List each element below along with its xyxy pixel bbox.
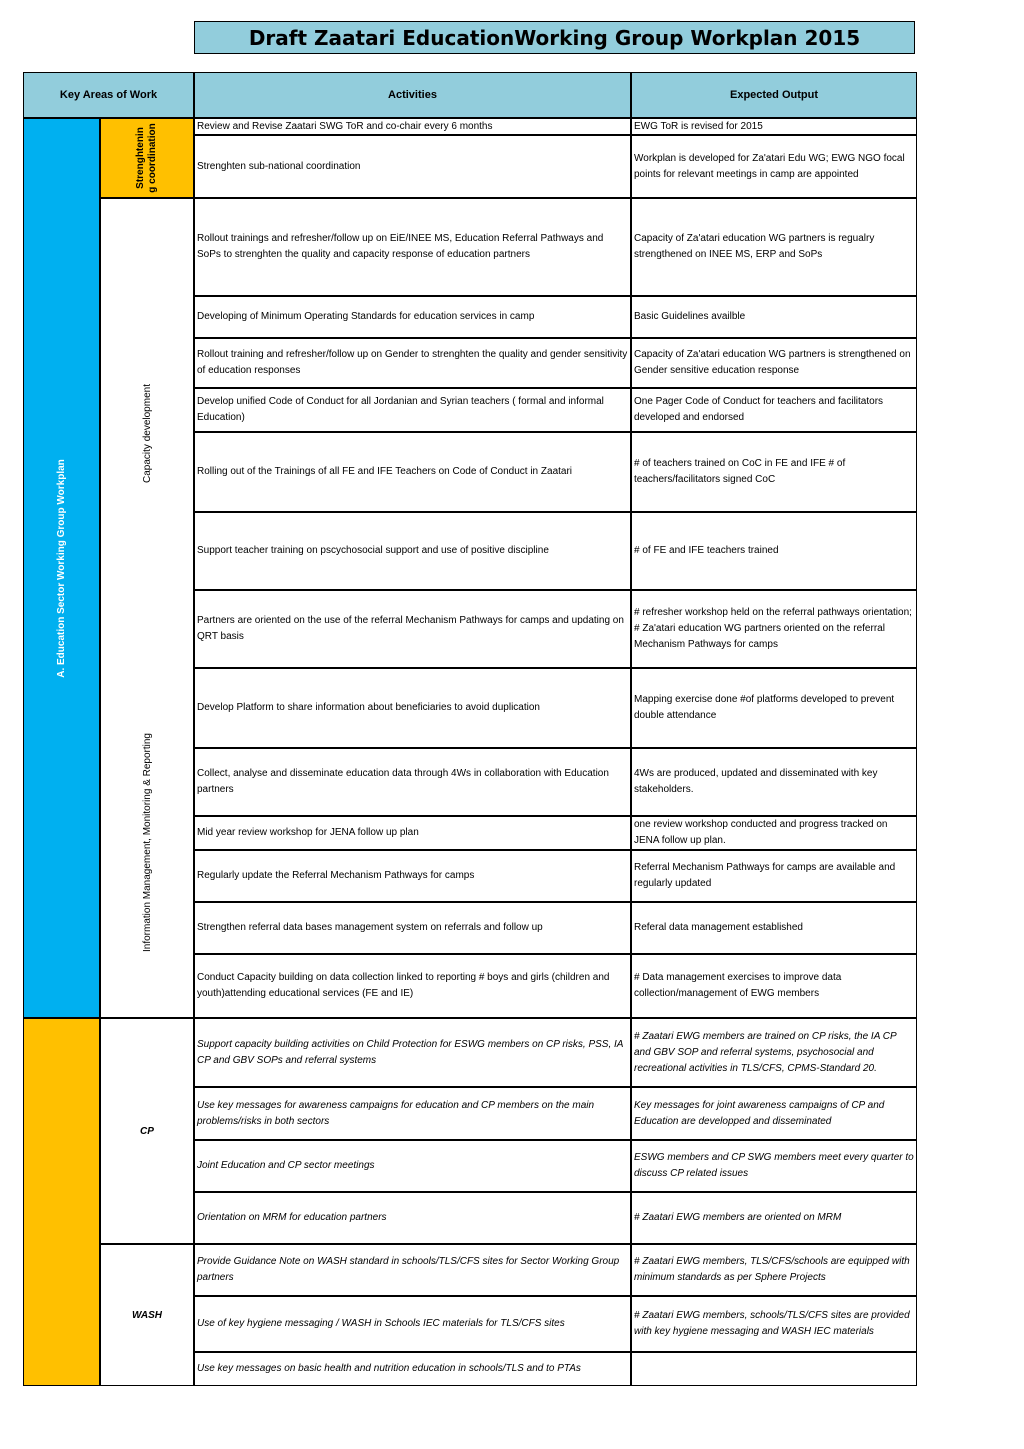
output-cell: Capacity of Za'atari education WG partners is strengthened on Gender sensitive education response [631, 338, 917, 388]
subarea-strengthening-label: Strenghtenin g coordination [135, 123, 158, 193]
section-a-band [23, 118, 100, 1018]
activity-cell: Orientation on MRM for education partners [194, 1192, 631, 1244]
activity-cell: Mid year review workshop for JENA follow up plan [194, 816, 631, 850]
section-a-label: A. Education Sector Working Group Workplan [56, 458, 68, 678]
activity-cell: Collect, analyse and disseminate education data through 4Ws in collaboration with Education partners [194, 748, 631, 816]
output-cell: Key messages for joint awareness campaigns of CP and Education are developped and disseminated [631, 1087, 917, 1140]
output-cell: EWG ToR is revised for 2015 [631, 118, 917, 135]
output-cell: # of FE and IFE teachers trained [631, 512, 917, 590]
output-cell: # refresher workshop held on the referral pathways orientation; # Za'atari education WG partners oriented on the referral Mechanism Pathways for camps [631, 590, 917, 668]
activity-cell: Support teacher training on pscychosocial support and use of positive discipline [194, 512, 631, 590]
activity-cell: Support capacity building activities on Child Protection for ESWG members on CP risks, PSS, IA CP and GBV SOPs and referral systems [194, 1018, 631, 1087]
activity-cell: Use key messages on basic health and nutrition education in schools/TLS and to PTAs [194, 1352, 631, 1386]
subarea-capacity [100, 198, 194, 668]
subarea-cp [100, 1018, 194, 1244]
subarea-im [100, 668, 194, 1018]
activity-cell: Strenghten sub-national coordination [194, 135, 631, 198]
activity-cell: Partners are oriented on the use of the referral Mechanism Pathways for camps and updating on QRT basis [194, 590, 631, 668]
activity-cell: Rollout trainings and refresher/follow up on EiE/INEE MS, Education Referral Pathways and SoPs to strenghten the quality and capacity response of education partners [194, 198, 631, 296]
header-key-areas: Key Areas of Work [23, 72, 194, 118]
output-cell: Mapping exercise done #of platforms developed to prevent double attendance [631, 668, 917, 748]
output-cell: # Zaatari EWG members, schools/TLS/CFS sites are provided with key hygiene messaging and WASH IEC materials [631, 1296, 917, 1352]
output-cell: # Data management exercises to improve data collection/management of EWG members [631, 954, 917, 1018]
subarea-wash [100, 1244, 194, 1386]
output-cell: Capacity of Za'atari education WG partners is regualry strengthened on INEE MS, ERP and SoPs [631, 198, 917, 296]
output-cell: # of teachers trained on CoC in FE and IFE # of teachers/facilitators signed CoC [631, 432, 917, 512]
output-cell: # Zaatari EWG members, TLS/CFS/schools are equipped with minimum standards as per Sphere Projects [631, 1244, 917, 1296]
activity-cell: Review and Revise Zaatari SWG ToR and co-chair every 6 months [194, 118, 631, 135]
activity-cell: Strengthen referral data bases management system on referrals and follow up [194, 902, 631, 954]
subarea-cp-label: CP [140, 1125, 154, 1137]
output-cell: Basic Guidelines availble [631, 296, 917, 338]
activity-cell: Develop Platform to share information about beneficiaries to avoid duplication [194, 668, 631, 748]
activity-cell: Use of key hygiene messaging / WASH in Schools IEC materials for TLS/CFS sites [194, 1296, 631, 1352]
output-cell: one review workshop conducted and progress tracked on JENA follow up plan. [631, 816, 917, 850]
output-cell: Referal data management established [631, 902, 917, 954]
subarea-im-label: Information Management, Monitoring & Reporting [141, 732, 153, 953]
activity-cell: Rolling out of the Trainings of all FE and IFE Teachers on Code of Conduct in Zaatari [194, 432, 631, 512]
subarea-capacity-label: Capacity development [141, 384, 153, 483]
subarea-strengthening [100, 118, 194, 198]
output-cell: One Pager Code of Conduct for teachers and facilitators developed and endorsed [631, 388, 917, 432]
output-cell: Referral Mechanism Pathways for camps are available and regularly updated [631, 850, 917, 902]
output-cell: ESWG members and CP SWG members meet every quarter to discuss CP related issues [631, 1140, 917, 1192]
activity-cell: Regularly update the Referral Mechanism Pathways for camps [194, 850, 631, 902]
activity-cell: Developing of Minimum Operating Standards for education services in camp [194, 296, 631, 338]
section-b-band [23, 1018, 100, 1386]
activity-cell: Develop unified Code of Conduct for all Jordanian and Syrian teachers ( formal and informal Education) [194, 388, 631, 432]
output-cell: Workplan is developed for Za'atari Edu WG; EWG NGO focal points for relevant meetings in camp are appointed [631, 135, 917, 198]
output-cell: # Zaatari EWG members are trained on CP risks, the IA CP and GBV SOP and referral systems, psychosocial and recreational activities in TLS/CFS, CPMS-Standard 20. [631, 1018, 917, 1087]
subarea-wash-label: WASH [132, 1309, 162, 1321]
activity-cell: Conduct Capacity building on data collection linked to reporting # boys and girls (children and youth)attending educational services (FE and IE) [194, 954, 631, 1018]
page-title: Draft Zaatari EducationWorking Group Workplan 2015 [194, 21, 915, 54]
activity-cell: Provide Guidance Note on WASH standard in schools/TLS/CFS sites for Sector Working Group partners [194, 1244, 631, 1296]
header-expected-output: Expected Output [631, 72, 917, 118]
output-cell: # Zaatari EWG members are oriented on MRM [631, 1192, 917, 1244]
activity-cell: Rollout training and refresher/follow up on Gender to strenghten the quality and gender sensitivity of education responses [194, 338, 631, 388]
activity-cell: Use key messages for awareness campaigns for education and CP members on the main problems/risks in both sectors [194, 1087, 631, 1140]
output-cell [631, 1352, 917, 1386]
header-activities: Activities [194, 72, 631, 118]
output-cell: 4Ws are produced, updated and disseminated with key stakeholders. [631, 748, 917, 816]
activity-cell: Joint Education and CP sector meetings [194, 1140, 631, 1192]
